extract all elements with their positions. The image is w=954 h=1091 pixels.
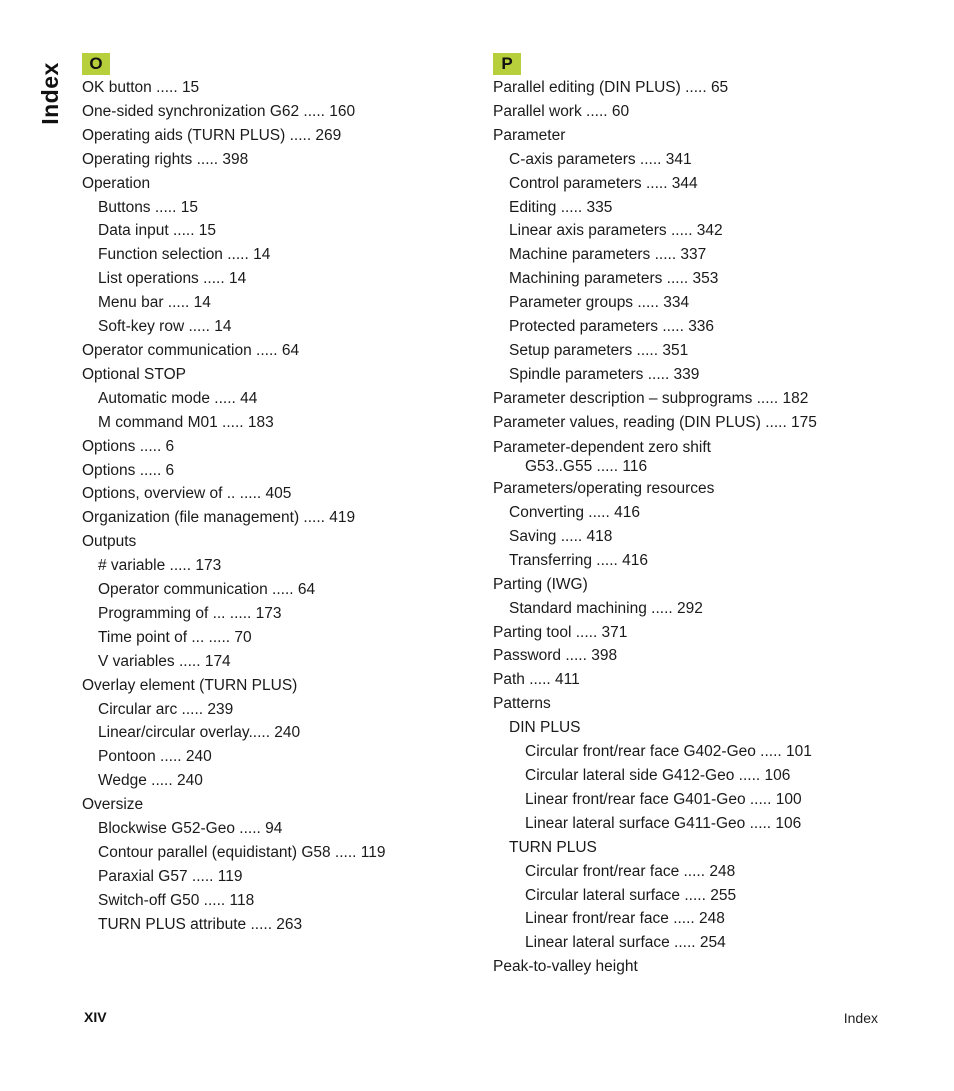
index-entry-text: Switch-off G50 ..... 118 bbox=[98, 891, 255, 909]
index-entry-text: # variable ..... 173 bbox=[98, 557, 222, 575]
index-entry bbox=[82, 363, 472, 387]
index-entry-text: V variables ..... 174 bbox=[98, 652, 231, 670]
index-entry bbox=[493, 955, 933, 979]
index-entry bbox=[82, 124, 472, 148]
index-entry bbox=[82, 76, 472, 100]
index-entry-text: Function selection ..... 14 bbox=[98, 246, 271, 264]
index-entry-text: Linear front/rear face G401-Geo ..... 100 bbox=[525, 790, 802, 808]
index-subentry bbox=[82, 602, 472, 626]
index-entry bbox=[82, 674, 472, 698]
index-subentry bbox=[82, 650, 472, 674]
index-entry bbox=[493, 668, 933, 692]
index-entry-text: TURN PLUS attribute ..... 263 bbox=[98, 915, 303, 933]
index-entry bbox=[82, 793, 472, 817]
index-entry-text: Editing ..... 335 bbox=[509, 198, 613, 216]
index-entry-text: Saving ..... 418 bbox=[509, 527, 613, 545]
index-entry bbox=[493, 692, 933, 716]
index-entry bbox=[493, 100, 933, 124]
index-entry-text: Parallel editing (DIN PLUS) ..... 65 bbox=[493, 79, 729, 96]
index-subentry bbox=[82, 865, 472, 889]
index-entry-text: One-sided synchronization G62 ..... 160 bbox=[82, 102, 356, 120]
index-subentry bbox=[82, 554, 472, 578]
index-entry bbox=[493, 124, 933, 148]
index-entry-text: Operating rights ..... 398 bbox=[82, 150, 249, 168]
index-entry-text: Operating aids (TURN PLUS) ..... 269 bbox=[82, 126, 342, 144]
index-entry-text: Converting ..... 416 bbox=[509, 504, 640, 521]
index-entry-text: Standard machining ..... 292 bbox=[509, 599, 703, 617]
index-entry-text: Overlay element (TURN PLUS) bbox=[82, 676, 298, 694]
index-column-o bbox=[82, 53, 472, 937]
index-subentry bbox=[82, 219, 472, 243]
index-entry-text: Setup parameters ..... 351 bbox=[509, 341, 689, 359]
index-entry-text: C-axis parameters ..... 341 bbox=[509, 150, 692, 168]
index-entry-text: Operator communication ..... 64 bbox=[98, 581, 316, 599]
index-entry-text: Soft-key row ..... 14 bbox=[98, 318, 232, 336]
index-subentry bbox=[493, 172, 933, 196]
index-entry-text: Circular front/rear face G402-Geo ..... 101 bbox=[525, 743, 812, 761]
index-entry-text: Transferring ..... 416 bbox=[509, 551, 648, 569]
index-entry bbox=[82, 172, 472, 196]
index-subentry bbox=[493, 315, 933, 339]
index-entry-text: Circular arc ..... 239 bbox=[98, 700, 234, 718]
index-entry-text: Linear lateral surface ..... 254 bbox=[525, 934, 726, 952]
index-entry-text: Parameter groups ..... 334 bbox=[509, 294, 690, 312]
index-subentry bbox=[493, 267, 933, 291]
section-letter-badge: P bbox=[493, 53, 521, 75]
index-subentry bbox=[493, 363, 933, 387]
index-entry-text: Parameters/operating resources bbox=[493, 480, 715, 498]
index-entry-text: Circular lateral side G412-Geo ..... 106 bbox=[525, 766, 791, 784]
index-entry-text: Programming of ... ..... 173 bbox=[98, 604, 282, 622]
index-subentry bbox=[82, 196, 472, 220]
index-subentry bbox=[493, 148, 933, 172]
index-subentry bbox=[82, 267, 472, 291]
index-subentry bbox=[493, 812, 933, 836]
index-entry bbox=[82, 482, 472, 506]
index-entry bbox=[493, 621, 933, 645]
index-entry-text: OK button ..... 15 bbox=[82, 79, 200, 96]
index-entry bbox=[82, 148, 472, 172]
index-subentry bbox=[493, 196, 933, 220]
index-entry-text: Path ..... 411 bbox=[493, 671, 580, 689]
index-subentry bbox=[493, 884, 933, 908]
index-entry bbox=[493, 435, 933, 478]
index-entry-text: Circular front/rear face ..... 248 bbox=[525, 862, 736, 880]
index-entry-list bbox=[82, 76, 472, 937]
index-subentry bbox=[493, 764, 933, 788]
index-entry-text: Organization (file management) ..... 419 bbox=[82, 509, 356, 527]
index-entry bbox=[82, 530, 472, 554]
index-subentry bbox=[493, 788, 933, 812]
footer-section-label: Index bbox=[843, 1010, 878, 1026]
index-subentry bbox=[82, 817, 472, 841]
index-entry bbox=[82, 100, 472, 124]
index-entry bbox=[82, 506, 472, 530]
index-entry bbox=[493, 411, 933, 435]
index-entry-text: Parameter-dependent zero shift bbox=[493, 438, 711, 456]
index-entry-text: List operations ..... 14 bbox=[98, 270, 247, 288]
index-entry bbox=[82, 459, 472, 483]
index-subentry bbox=[82, 243, 472, 267]
index-subentry bbox=[82, 411, 472, 435]
index-entry-text: Circular lateral surface ..... 255 bbox=[525, 886, 737, 904]
index-entry-continuation: G53..G55 ..... 116 bbox=[525, 457, 648, 475]
index-entry-text: Automatic mode ..... 44 bbox=[98, 389, 258, 407]
index-entry-text: Options ..... 6 bbox=[82, 461, 175, 479]
index-entry-text: Parameter bbox=[493, 126, 566, 144]
index-subentry bbox=[82, 291, 472, 315]
index-entry-text: Pontoon ..... 240 bbox=[98, 748, 212, 766]
index-entry-text: Oversize bbox=[82, 796, 144, 814]
index-subentry bbox=[493, 339, 933, 363]
index-subentry bbox=[82, 721, 472, 745]
index-entry-list bbox=[493, 76, 933, 979]
index-subentry bbox=[493, 907, 933, 931]
index-entry-text: M command M01 ..... 183 bbox=[98, 413, 274, 431]
index-entry-text: Menu bar ..... 14 bbox=[98, 294, 211, 312]
index-entry-text: Linear axis parameters ..... 342 bbox=[509, 222, 723, 240]
index-subentry bbox=[82, 698, 472, 722]
index-subentry bbox=[493, 525, 933, 549]
index-column-p bbox=[493, 53, 933, 979]
index-subentry bbox=[493, 549, 933, 573]
index-subentry bbox=[493, 716, 933, 740]
index-entry-text: Contour parallel (equidistant) G58 ..... 119 bbox=[98, 844, 386, 861]
index-entry bbox=[493, 477, 933, 501]
index-entry-text: DIN PLUS bbox=[509, 719, 581, 737]
index-entry bbox=[493, 573, 933, 597]
index-entry-text: Blockwise G52-Geo ..... 94 bbox=[98, 820, 283, 838]
index-entry bbox=[493, 387, 933, 411]
index-entry bbox=[82, 435, 472, 459]
index-subentry bbox=[493, 291, 933, 315]
index-entry-text: Patterns bbox=[493, 695, 551, 713]
index-subentry bbox=[493, 219, 933, 243]
index-subentry bbox=[82, 745, 472, 769]
index-entry-text: Operation bbox=[82, 174, 151, 192]
index-entry bbox=[82, 339, 472, 363]
index-entry-text: Control parameters ..... 344 bbox=[509, 174, 698, 192]
index-entry-text: Buttons ..... 15 bbox=[98, 198, 198, 216]
index-entry bbox=[493, 76, 933, 100]
index-entry-text: Options, overview of .. ..... 405 bbox=[82, 485, 292, 503]
index-subentry bbox=[493, 243, 933, 267]
index-subentry bbox=[82, 387, 472, 411]
index-subentry bbox=[82, 769, 472, 793]
index-entry-text: Linear front/rear face ..... 248 bbox=[525, 910, 725, 928]
index-subentry bbox=[493, 836, 933, 860]
index-subentry bbox=[82, 913, 472, 937]
index-entry-text: Peak-to-valley height bbox=[493, 958, 638, 976]
index-entry-text: Wedge ..... 240 bbox=[98, 772, 203, 790]
index-subentry bbox=[493, 501, 933, 525]
index-entry-text: TURN PLUS bbox=[509, 838, 597, 856]
index-subentry bbox=[493, 740, 933, 764]
index-entry-text: Parameter description – subprograms ..... 182 bbox=[493, 389, 809, 407]
index-subentry bbox=[493, 597, 933, 621]
index-entry-text: Machining parameters ..... 353 bbox=[509, 270, 719, 288]
index-entry-text: Data input ..... 15 bbox=[98, 222, 217, 240]
index-entry-text: Protected parameters ..... 336 bbox=[509, 318, 715, 336]
index-entry-text: Parameter values, reading (DIN PLUS) ..... 175 bbox=[493, 413, 817, 431]
index-entry-text: Operator communication ..... 64 bbox=[82, 341, 300, 359]
index-entry-text: Time point of ... ..... 70 bbox=[98, 628, 252, 646]
index-subentry bbox=[82, 578, 472, 602]
index-entry bbox=[493, 644, 933, 668]
index-entry-text: Parting (IWG) bbox=[493, 575, 588, 593]
index-entry-text: Parallel work ..... 60 bbox=[493, 102, 630, 120]
footer-page-number: XIV bbox=[84, 1009, 107, 1025]
side-index-title bbox=[34, 62, 66, 124]
index-entry-text: Linear lateral surface G411-Geo ..... 106 bbox=[525, 814, 802, 832]
index-entry-text: Paraxial G57 ..... 119 bbox=[98, 867, 243, 885]
index-entry-text: Optional STOP bbox=[82, 365, 186, 383]
index-entry-text: Linear/circular overlay..... 240 bbox=[98, 724, 301, 742]
section-letter-badge: O bbox=[82, 53, 110, 75]
index-subentry bbox=[82, 315, 472, 339]
index-entry-text: Machine parameters ..... 337 bbox=[509, 246, 707, 264]
index-entry-text: Password ..... 398 bbox=[493, 647, 618, 665]
side-index-title-text: Index bbox=[36, 61, 63, 125]
index-subentry bbox=[82, 889, 472, 913]
index-subentry bbox=[493, 931, 933, 955]
index-entry-text: Outputs bbox=[82, 533, 137, 551]
index-entry-text: Parting tool ..... 371 bbox=[493, 623, 628, 641]
index-subentry bbox=[82, 841, 472, 865]
index-entry-text: Options ..... 6 bbox=[82, 437, 175, 455]
index-subentry bbox=[493, 860, 933, 884]
index-subentry bbox=[82, 626, 472, 650]
index-entry-text: Spindle parameters ..... 339 bbox=[509, 365, 700, 383]
